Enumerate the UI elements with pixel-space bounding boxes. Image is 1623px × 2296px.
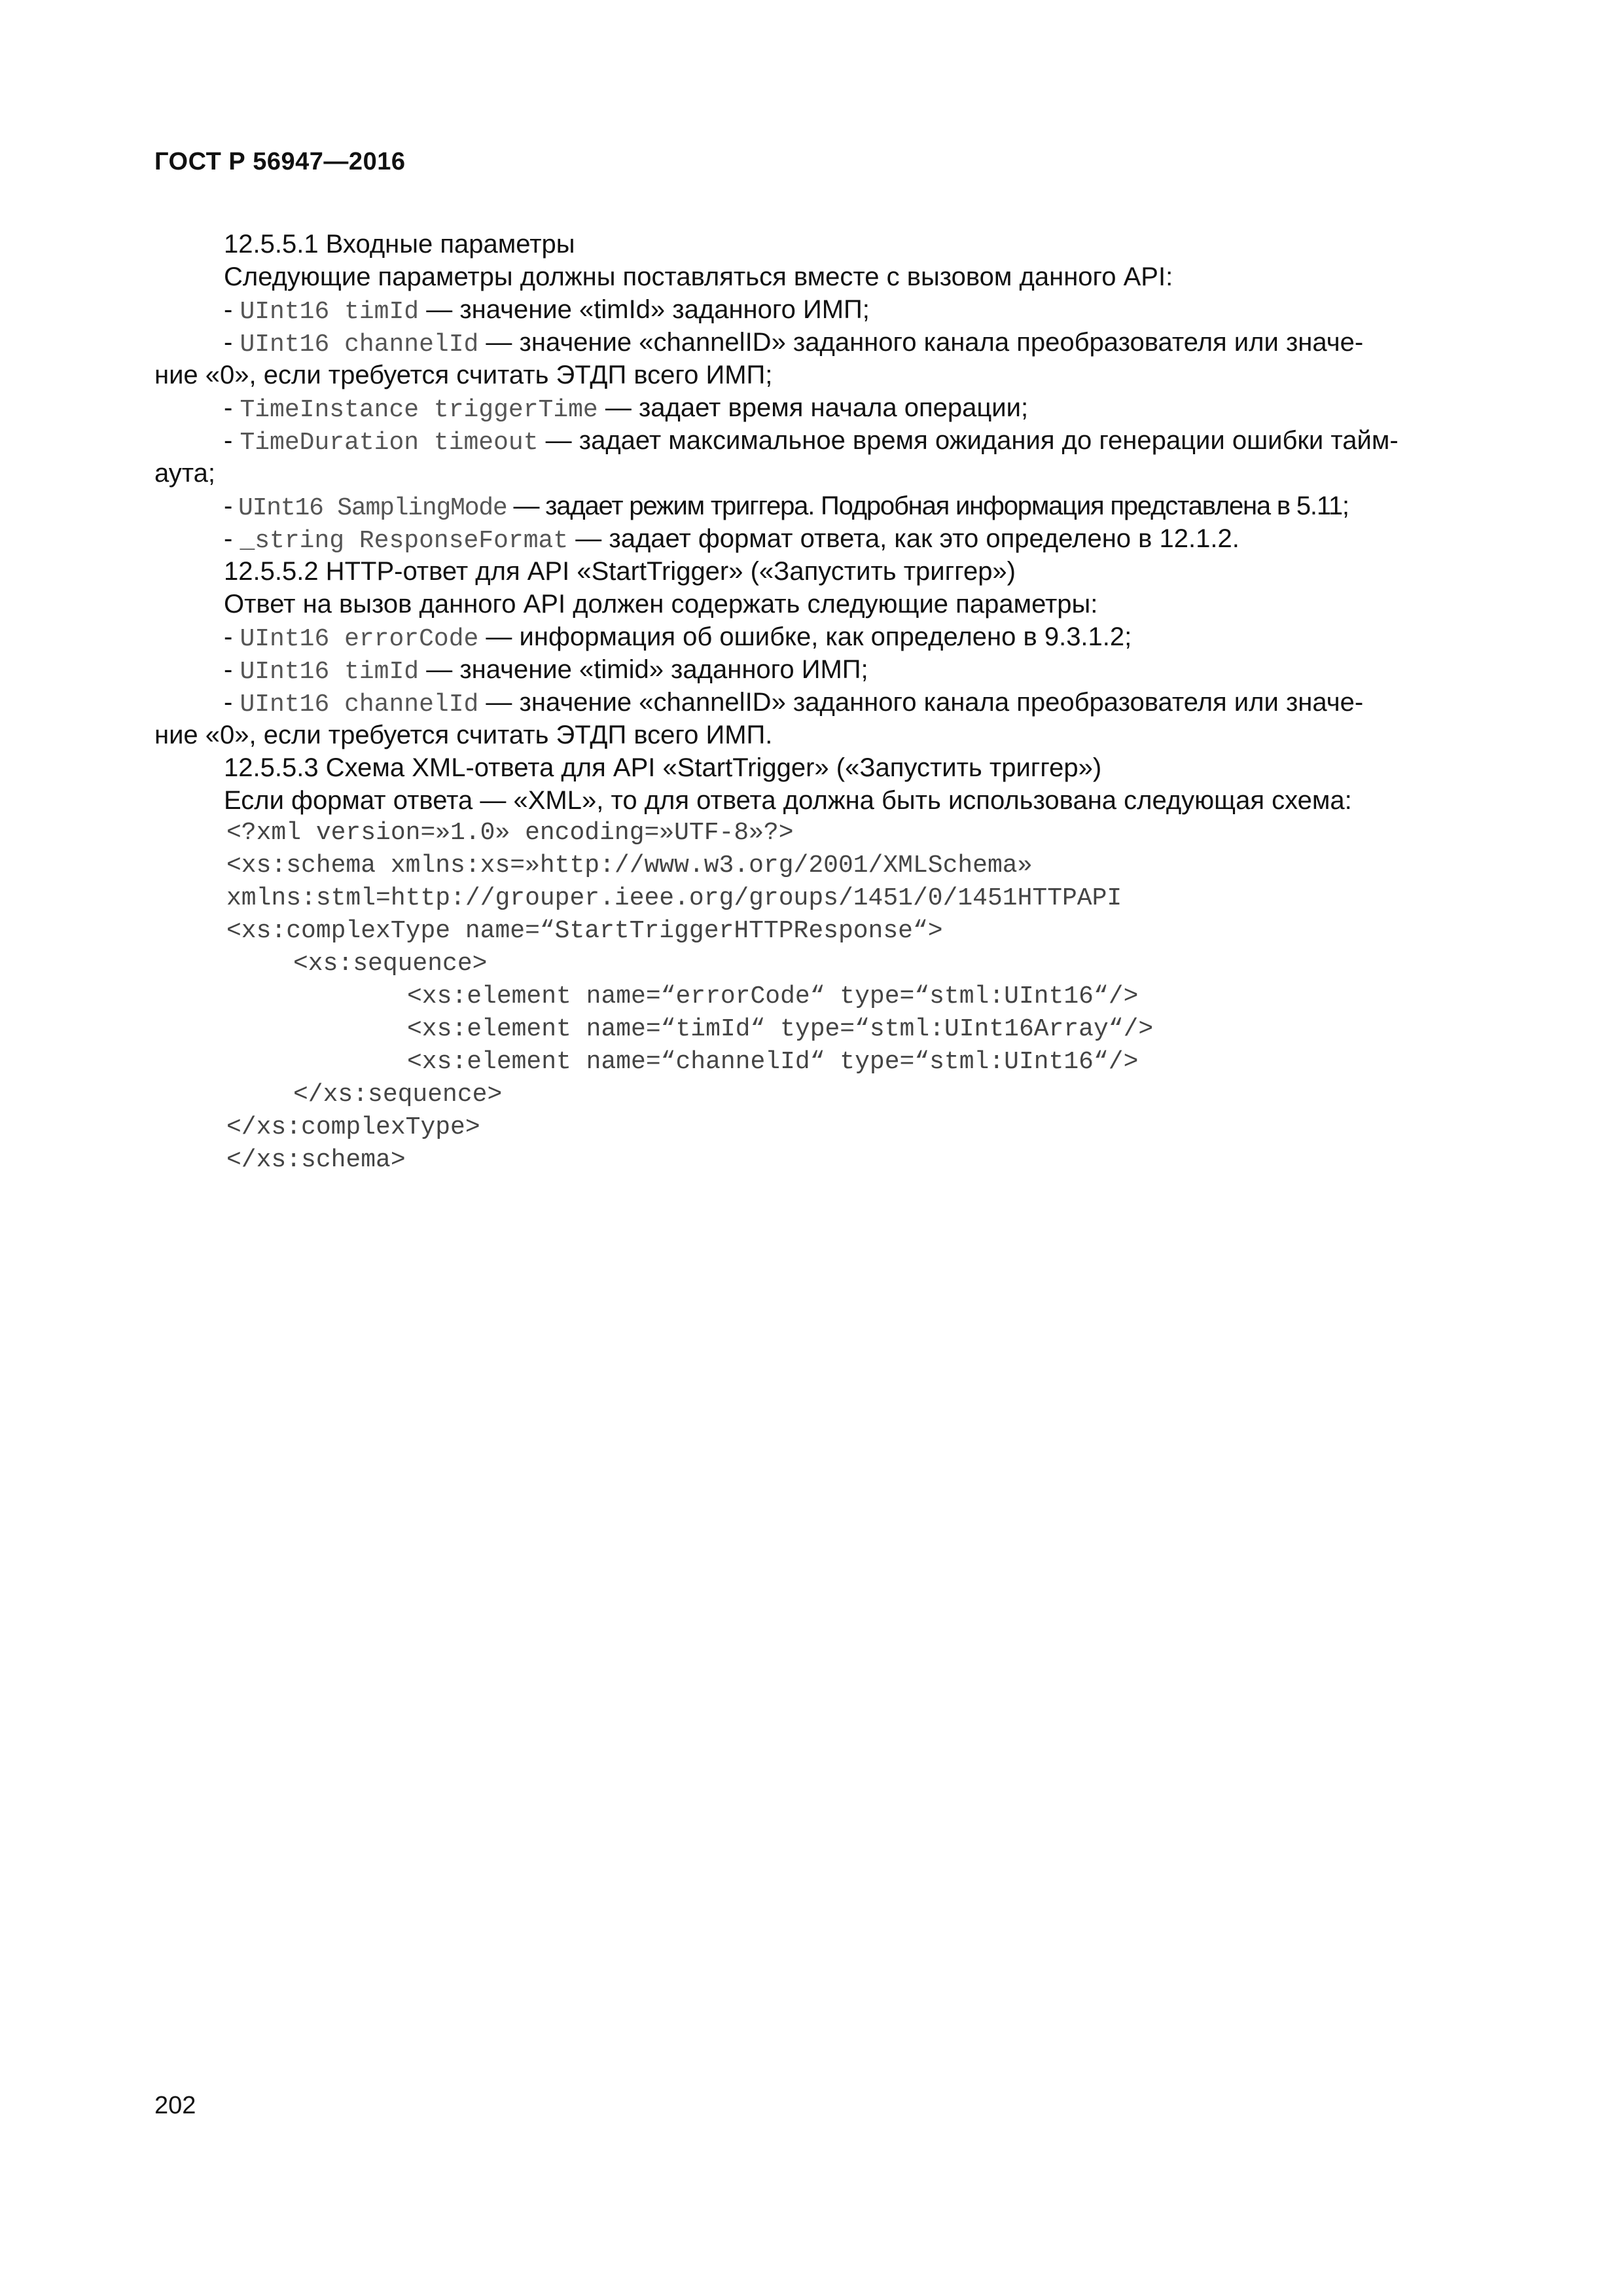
list-dash: - (224, 393, 240, 422)
section-heading-input-params: 12.5.5.1 Входные параметры (224, 230, 575, 259)
param-description: — значение «timid» заданного ИМП; (419, 655, 868, 684)
xml-line: <xs:sequence> (293, 950, 488, 978)
param-item (154, 293, 1476, 326)
section-intro: Ответ на вызов данного API должен содержать следующие параметры: (224, 590, 1098, 619)
param-code: TimeInstance triggerTime (240, 396, 598, 424)
section-intro: Если формат ответа — «XML», то для ответа должна быть использована следующая схема: (224, 786, 1352, 815)
param-description: — информация об ошибке, как определено в 9.3.1.2; (478, 622, 1132, 651)
xml-line: </xs:complexType> (226, 1113, 480, 1141)
param-code: UInt16 channelId (240, 331, 479, 359)
param-continuation: ние «0», если требуется считать ЭТДП всего ИМП; (154, 361, 773, 389)
param-code: UInt16 errorCode (240, 625, 479, 653)
section-heading-xml-schema: 12.5.5.3 Схема XML-ответа для API «StartTrigger» («Запустить триггер») (224, 753, 1102, 782)
response-item (154, 686, 1476, 719)
list-dash: - (224, 492, 239, 520)
param-code: UInt16 channelId (240, 691, 479, 719)
list-dash: - (224, 688, 240, 717)
param-description: — значение «channelID» заданного канала преобразователя или значе- (478, 328, 1364, 357)
xml-line: </xs:schema> (226, 1146, 406, 1174)
xml-line: </xs:sequence> (293, 1081, 503, 1109)
param-continuation: ние «0», если требуется считать ЭТДП всего ИМП. (154, 721, 773, 749)
list-dash: - (224, 655, 240, 684)
param-code: UInt16 SamplingMode (238, 494, 507, 522)
param-description: — значение «timId» заданного ИМП; (419, 295, 870, 324)
response-item (154, 653, 1476, 686)
list-dash: - (224, 426, 240, 455)
param-item (154, 424, 1476, 457)
response-item (154, 620, 1476, 653)
section-intro: Следующие параметры должны поставляться вместе с вызовом данного API: (224, 262, 1173, 291)
list-dash: - (224, 524, 240, 553)
param-code: TimeDuration timeout (240, 429, 539, 457)
xml-line: <?xml version=»1.0» encoding=»UTF-8»?> (226, 819, 794, 847)
param-description: — задает максимальное время ожидания до генерации ошибки тайм- (538, 426, 1399, 455)
xml-line: <xs:element name=“channelId“ type=“stml:UInt16“/> (407, 1048, 1139, 1076)
param-code: UInt16 timId (240, 658, 419, 686)
param-code: UInt16 timId (240, 298, 419, 326)
param-continuation: аута; (154, 459, 216, 488)
xml-line: <xs:complexType name=“StartTriggerHTTPResponse“> (226, 917, 943, 945)
param-item (154, 490, 1476, 522)
document-header: ГОСТ Р 56947—2016 (154, 148, 406, 175)
section-heading-http-response: 12.5.5.2 HTTP-ответ для API «StartTrigger» («Запустить триггер») (224, 557, 1016, 586)
param-code: _string ResponseFormat (240, 527, 569, 555)
list-dash: - (224, 295, 240, 324)
param-description: — значение «channelID» заданного канала преобразователя или значе- (478, 688, 1364, 717)
xml-line: xmlns:stml=http://grouper.ieee.org/groups/1451/0/1451HTTPAPI (226, 884, 1122, 912)
xml-line: <xs:element name=“timId“ type=“stml:UInt16Array“/> (407, 1015, 1154, 1043)
xml-line: <xs:schema xmlns:xs=»http://www.w3.org/2001/XMLSchema» (226, 852, 1033, 880)
param-description: — задает время начала операции; (597, 393, 1029, 422)
list-dash: - (224, 622, 240, 651)
param-description: — задает формат ответа, как это определено в 12.1.2. (568, 524, 1240, 553)
param-item (154, 522, 1476, 555)
param-description: — задает режим триггера. Подробная информация представлена в 5.11; (507, 492, 1349, 520)
param-item (154, 391, 1476, 424)
page-number: 202 (154, 2092, 196, 2119)
document-body (154, 228, 1476, 1177)
param-item (154, 326, 1476, 359)
list-dash: - (224, 328, 240, 357)
xml-line: <xs:element name=“errorCode“ type=“stml:UInt16“/> (407, 982, 1139, 1011)
